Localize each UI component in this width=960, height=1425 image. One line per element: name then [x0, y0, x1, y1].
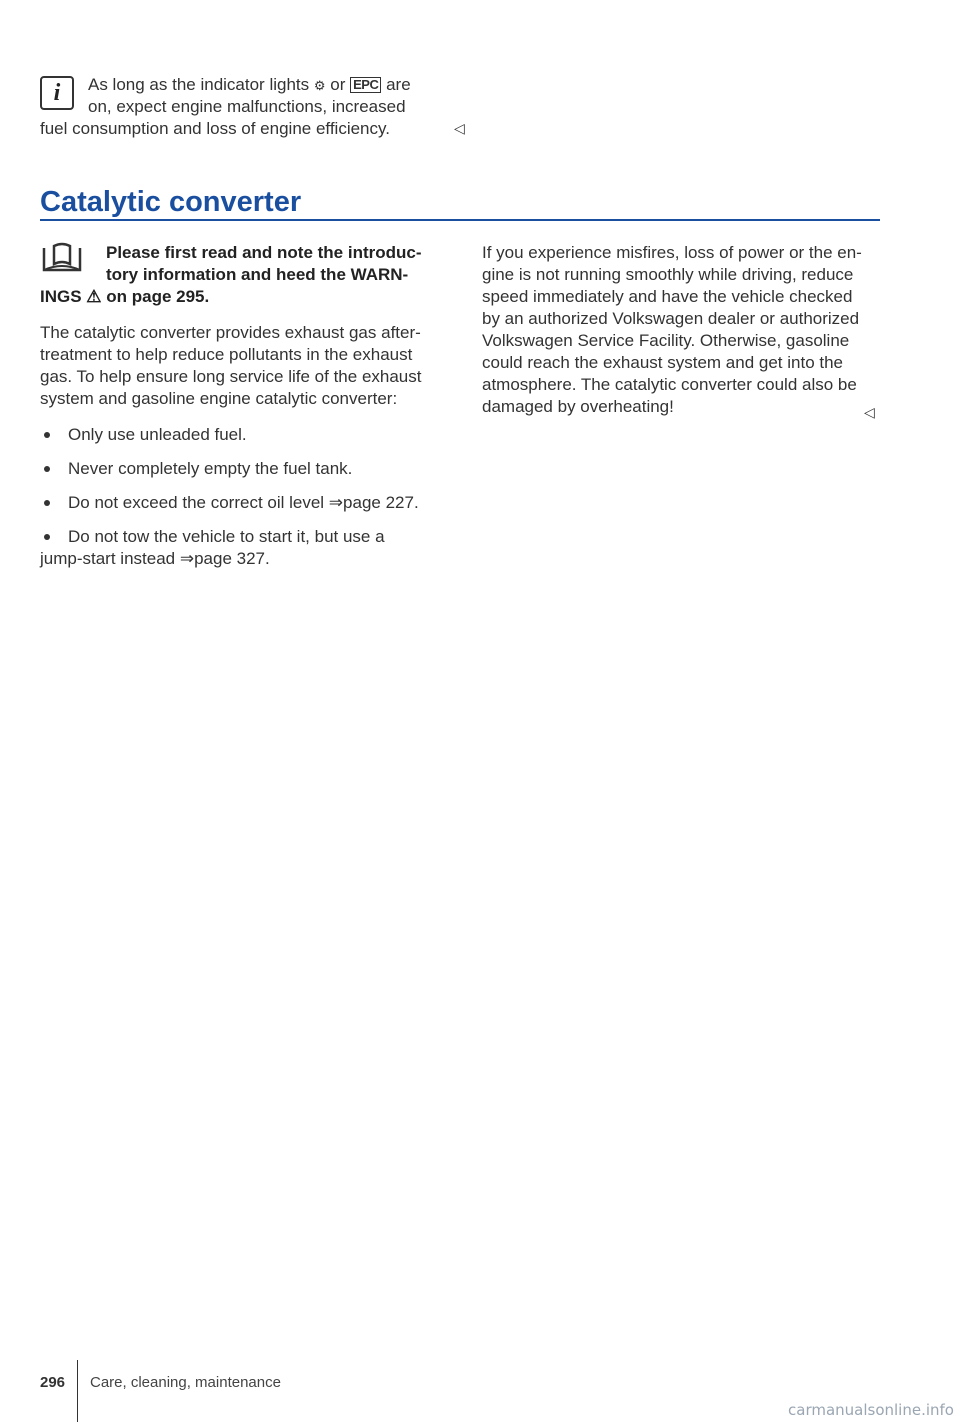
- paragraph-line: The catalytic converter provides exhaust gas after-: [40, 323, 421, 342]
- intro-paragraph: [40, 322, 460, 410]
- paragraph-line: If you experience misfires, loss of power or the en-: [482, 243, 862, 262]
- epc-icon: EPC: [350, 77, 381, 93]
- paragraph-line: atmosphere. The catalytic converter could also be: [482, 375, 857, 394]
- paragraph-line: could reach the exhaust system and get into the: [482, 353, 844, 372]
- intro-line-2: tory information and heed the WARN-: [106, 265, 409, 284]
- page-number: 296: [40, 1374, 66, 1391]
- info-icon: i: [40, 76, 74, 110]
- paragraph-line: Volkswagen Service Facility. Otherwise, gasoline: [482, 331, 850, 350]
- list-item: Never completely empty the fuel tank.: [40, 458, 470, 480]
- heading-rule: [40, 219, 880, 221]
- end-of-section-icon: ◁: [864, 404, 875, 420]
- note-line-2: on, expect engine malfunctions, increased: [88, 97, 406, 116]
- list-item: Do not exceed the correct oil level ⇒page 227.: [40, 492, 470, 514]
- paragraph-line: treatment to help reduce pollutants in the exhaust: [40, 345, 413, 364]
- paragraph-line: gas. To help ensure long service life of the exhaust: [40, 367, 422, 386]
- bullet-list: [40, 424, 470, 582]
- section-title: Catalytic converter: [40, 186, 302, 218]
- paragraph-line: gine is not running smoothly while driving, reduce: [482, 265, 854, 284]
- footer-section-title: Care, cleaning, maintenance: [90, 1374, 281, 1391]
- note-line-3: fuel consumption and loss of engine efficiency.: [40, 119, 390, 138]
- paragraph-line: damaged by overheating!: [482, 397, 674, 416]
- paragraph-line: speed immediately and have the vehicle checked: [482, 287, 853, 306]
- paragraph-line: system and gasoline engine catalytic converter:: [40, 389, 398, 408]
- list-item: Only use unleaded fuel.: [40, 424, 470, 446]
- engine-warning-icon: ⚙: [313, 78, 326, 93]
- intro-line-1: Please first read and note the introduc-: [106, 243, 422, 262]
- watermark: carmanualsonline.info: [788, 1401, 954, 1419]
- end-of-section-icon: ◁: [454, 120, 465, 136]
- misfire-warning-paragraph: [482, 242, 902, 418]
- note-line-1: As long as the indicator lights ⚙ or EPC are: [88, 74, 411, 97]
- book-icon: [40, 242, 84, 274]
- paragraph-line: by an authorized Volkswagen dealer or authorized: [482, 309, 860, 328]
- list-item: Do not tow the vehicle to start it, but use a jump-start instead ⇒page 327.: [40, 526, 470, 570]
- intro-line-3: INGS ⚠ on page 295.: [40, 287, 210, 306]
- footer-divider: [77, 1360, 78, 1422]
